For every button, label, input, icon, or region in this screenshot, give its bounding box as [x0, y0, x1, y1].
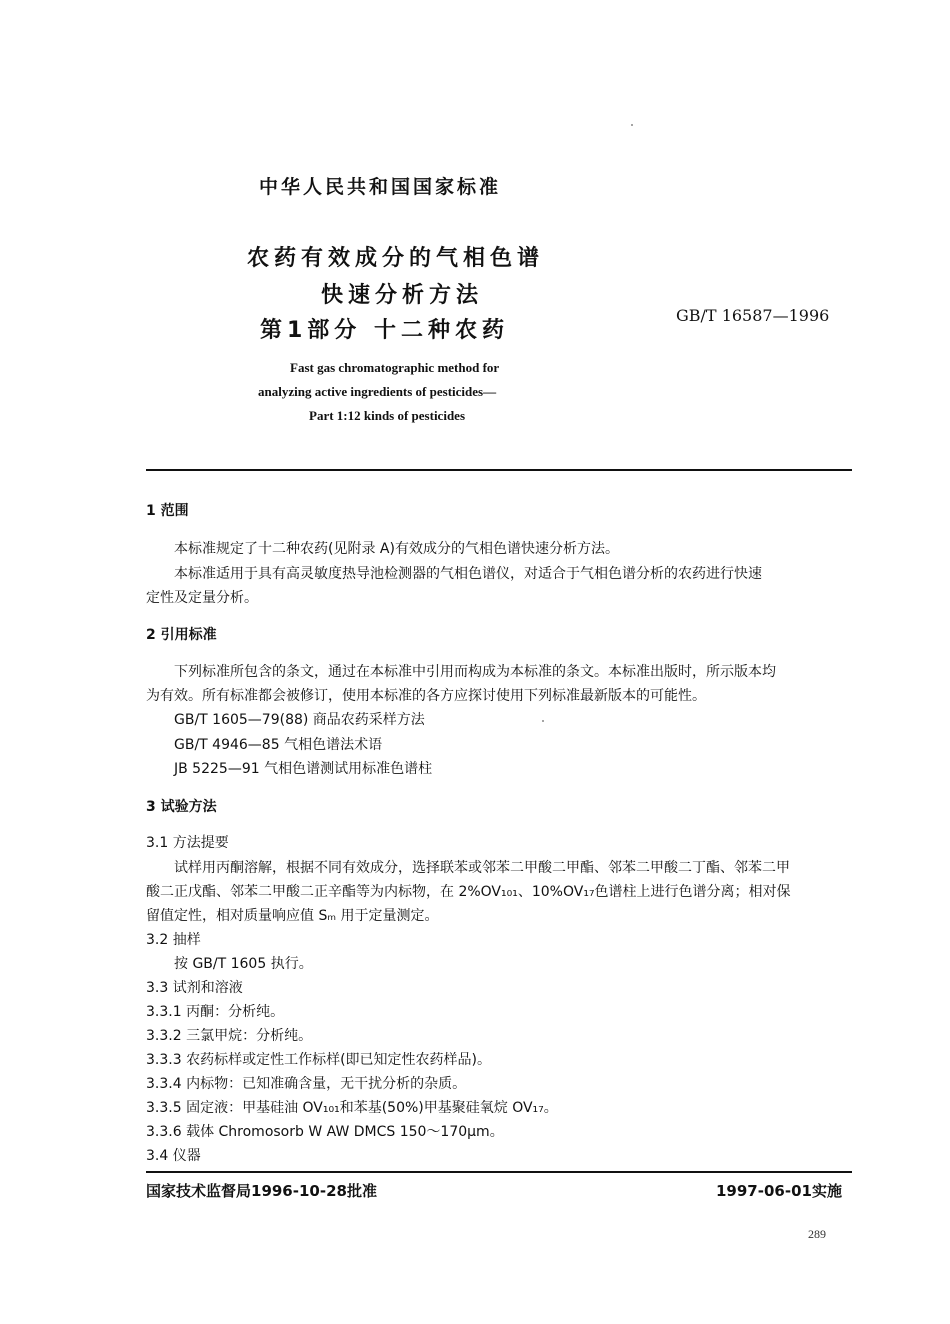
- item-3-3-3: 3.3.3 农药标样或定性工作标样(即已知定性农药样品)。: [146, 1052, 491, 1068]
- reference-3: JB 5225—91 气相色谱测试用标准色谱柱: [174, 761, 433, 777]
- footer-rule: [146, 1171, 852, 1173]
- section-3-title: 3 试验方法: [146, 799, 217, 815]
- section-3-1-line-2: 酸二正戊酯、邻苯二甲酸二正辛酯等为内标物，在 2%OV₁₀₁、10%OV₁₇色谱柱上进行色谱分离；相对保: [146, 884, 791, 900]
- section-1-para-2-line-1: 本标准适用于具有高灵敏度热导池检测器的气相色谱仪，对适合于气相色谱分析的农药进行快速: [174, 566, 762, 582]
- national-standard-heading: 中华人民共和国国家标准: [259, 176, 502, 198]
- item-3-3-4: 3.3.4 内标物：已知准确含量，无干扰分析的杂质。: [146, 1076, 467, 1092]
- title-line-1: 农药有效成分的气相色谱: [247, 246, 545, 271]
- effective-date: 1997-06-01实施: [716, 1182, 842, 1200]
- section-1-title: 1 范围: [146, 503, 189, 519]
- english-title-line-3: Part 1:12 kinds of pesticides: [309, 408, 465, 423]
- scan-speck: [631, 124, 633, 126]
- approval-note: 国家技术监督局1996-10-28批准: [146, 1182, 377, 1200]
- reference-1: GB/T 1605—79(88) 商品农药采样方法: [174, 712, 425, 728]
- section-3-2-title: 3.2 抽样: [146, 932, 201, 948]
- english-title-line-2: analyzing active ingredients of pesticides—: [258, 384, 497, 399]
- scan-speck: [542, 720, 544, 722]
- item-3-3-1: 3.3.1 丙酮：分析纯。: [146, 1004, 285, 1020]
- section-1-para-2-line-2: 定性及定量分析。: [146, 590, 258, 606]
- section-3-1-line-1: 试样用丙酮溶解，根据不同有效成分，选择联苯或邻苯二甲酸二甲酯、邻苯二甲酸二丁酯、邻苯二甲: [174, 860, 790, 876]
- reference-2: GB/T 4946—85 气相色谱法术语: [174, 737, 383, 753]
- title-line-3: 第1部分 十二种农药: [260, 318, 509, 343]
- section-2-para-line-2: 为有效。所有标准都会被修订，使用本标准的各方应探讨使用下列标准最新版本的可能性。: [146, 688, 706, 704]
- item-3-3-5: 3.3.5 固定液：甲基硅油 OV₁₀₁和苯基(50%)甲基聚硅氧烷 OV₁₇。: [146, 1100, 558, 1116]
- section-3-1-line-3: 留值定性，相对质量响应值 Sₘ 用于定量测定。: [146, 908, 439, 924]
- section-2-para-line-1: 下列标准所包含的条文，通过在本标准中引用而构成为本标准的条文。本标准出版时，所示版本均: [174, 664, 776, 680]
- section-1-para-1: 本标准规定了十二种农药(见附录 A)有效成分的气相色谱快速分析方法。: [174, 541, 619, 557]
- section-3-3-title: 3.3 试剂和溶液: [146, 980, 243, 996]
- title-line-2: 快速分析方法: [321, 283, 484, 308]
- section-3-2-para: 按 GB/T 1605 执行。: [174, 956, 313, 972]
- section-3-1-title: 3.1 方法提要: [146, 835, 229, 851]
- section-3-4-title: 3.4 仪器: [146, 1148, 201, 1164]
- page-number: 289: [808, 1227, 826, 1241]
- english-title-line-1: Fast gas chromatographic method for: [290, 360, 500, 375]
- item-3-3-2: 3.3.2 三氯甲烷：分析纯。: [146, 1028, 313, 1044]
- section-2-title: 2 引用标准: [146, 627, 217, 643]
- standard-code: GB/T 16587—1996: [676, 306, 830, 325]
- item-3-3-6: 3.3.6 载体 Chromosorb W AW DMCS 150～170μm。: [146, 1124, 504, 1140]
- header-rule: [146, 469, 852, 471]
